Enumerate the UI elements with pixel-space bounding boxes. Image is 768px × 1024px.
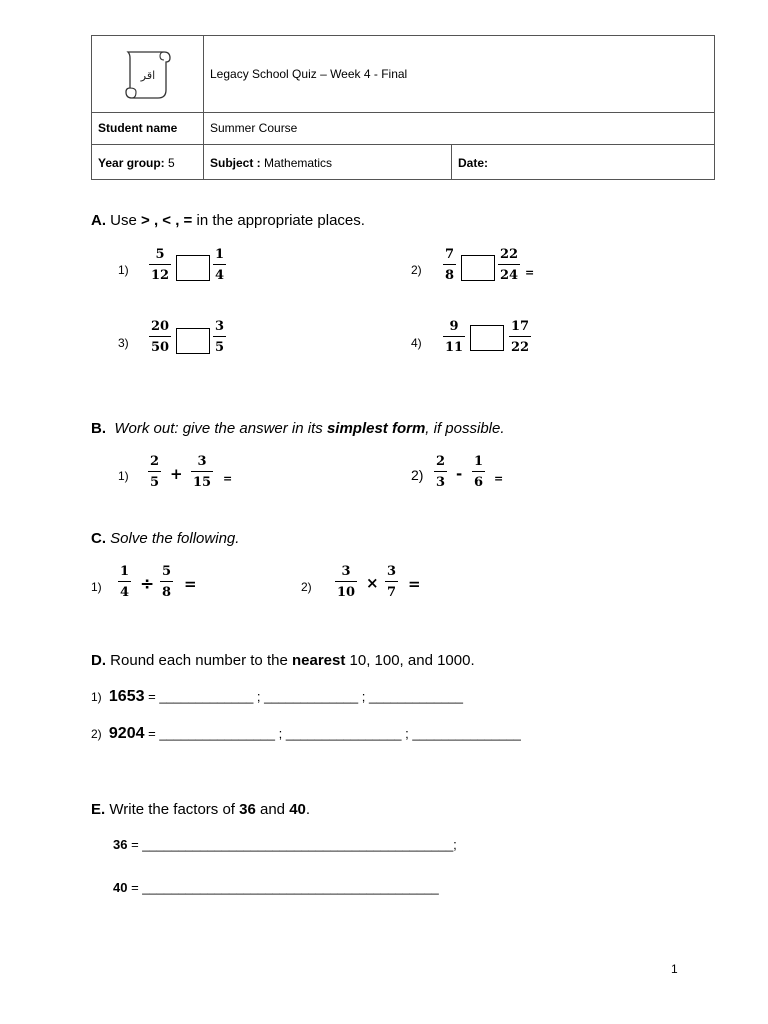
fraction: 7 8 — [445, 247, 455, 283]
equals-sign: = — [184, 575, 197, 593]
scroll-logo-icon — [118, 44, 178, 104]
answer-box[interactable] — [461, 255, 495, 281]
equals-sign: = — [408, 575, 421, 593]
question-a4-number: 4) — [411, 336, 422, 350]
question-a2-number: 2) — [411, 263, 422, 277]
answer-box[interactable] — [176, 328, 210, 354]
fraction: 1 4 — [215, 247, 225, 283]
answer-box[interactable] — [470, 325, 504, 351]
fraction: 22 24 — [500, 247, 519, 283]
question-a3-number: 3) — [118, 336, 129, 350]
multiply-sign: × — [366, 574, 379, 592]
section-a-heading: A. Use > , < , = in the appropriate places. — [91, 212, 365, 229]
subject-label: Subject : — [210, 155, 261, 170]
section-c-heading: C. Solve the following. — [91, 530, 240, 547]
plus-sign: + — [170, 465, 183, 483]
factors-40-line: 40 = _________________________________________ — [113, 880, 439, 895]
fraction: 3 7 — [387, 564, 397, 600]
fraction: 5 12 — [151, 247, 170, 283]
question-a1-number: 1) — [118, 263, 129, 277]
date-label: Date: — [458, 155, 489, 170]
fraction: 3 15 — [193, 454, 212, 490]
fraction: 1 4 — [120, 564, 130, 600]
section-b-heading: B. Work out: give the answer in its simplest form, if possible. — [91, 420, 505, 437]
fraction: 5 8 — [162, 564, 172, 600]
fraction: 20 50 — [151, 319, 170, 355]
factors-36-line: 36 = ___________________________________________; — [113, 837, 457, 852]
fraction: 2 3 — [436, 454, 446, 490]
question-c2-number: 2) — [301, 580, 312, 594]
student-name-value: Summer Course — [210, 121, 298, 135]
student-name-label: Student name — [92, 112, 204, 144]
header-row-details — [92, 144, 714, 180]
section-d-heading: D. Round each number to the nearest 10, 100, and 1000. — [91, 652, 475, 669]
divide-sign: ÷ — [140, 574, 155, 594]
fraction: 3 5 — [215, 319, 225, 355]
header-row-student — [92, 112, 714, 145]
header-table — [91, 35, 715, 180]
equals-sign: = — [494, 472, 504, 485]
svg-text:اﻗﺮ: اﻗﺮ — [140, 69, 155, 82]
year-group-label: Year group: — [98, 155, 165, 170]
section-e-heading: E. Write the factors of 36 and 40. — [91, 801, 311, 818]
question-c1-number: 1) — [91, 580, 102, 594]
subject-cell — [204, 145, 452, 180]
question-b1-number: 1) — [118, 469, 129, 483]
page-number: 1 — [671, 962, 678, 976]
minus-sign: - — [456, 465, 463, 483]
equals-sign: = — [525, 266, 535, 279]
subject-value: Mathematics — [264, 155, 333, 170]
fraction: 9 11 — [445, 319, 464, 355]
fraction: 2 5 — [150, 454, 160, 490]
fraction: 1 6 — [474, 454, 484, 490]
header-row-title — [92, 36, 714, 113]
rounding-question-1: 1) 1653 = _____________ ; _____________ ; _____________ — [91, 688, 463, 705]
year-group-value: 5 — [168, 155, 175, 170]
question-b2-number: 2) — [411, 467, 424, 483]
equals-sign: = — [223, 472, 233, 485]
fraction: 17 22 — [511, 319, 530, 355]
quiz-title: Legacy School Quiz – Week 4 - Final — [210, 67, 408, 81]
school-logo — [92, 36, 204, 112]
fraction: 3 10 — [337, 564, 356, 600]
rounding-question-2: 2) 9204 = ________________ ; ________________ ; _______________ — [91, 725, 521, 742]
answer-box[interactable] — [176, 255, 210, 281]
year-group-cell — [92, 145, 204, 180]
